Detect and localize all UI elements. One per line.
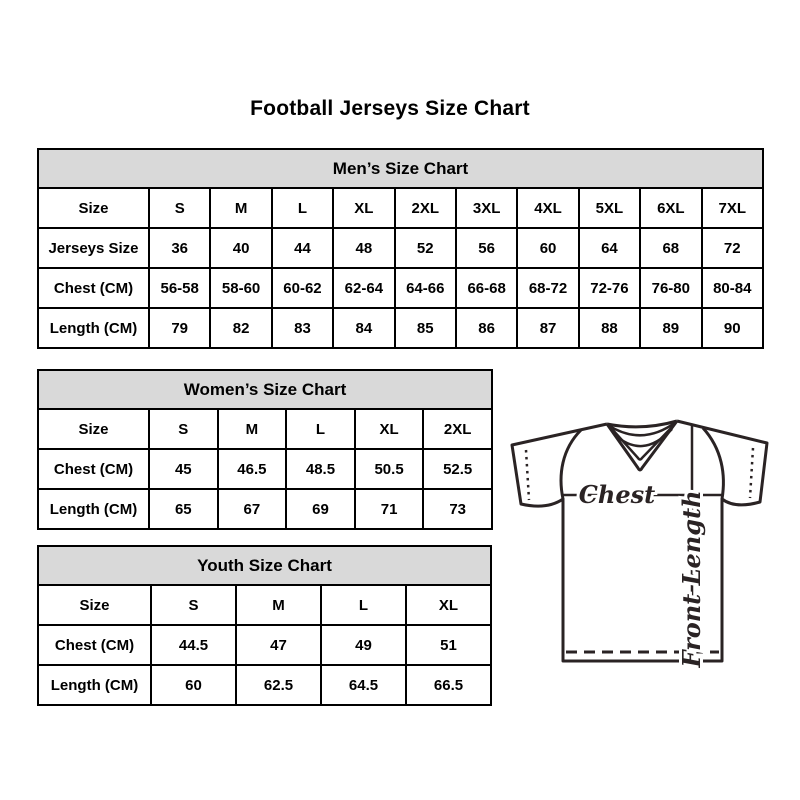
- column-header: 6XL: [640, 188, 701, 228]
- value-cell: 44: [272, 228, 333, 268]
- value-cell: 85: [395, 308, 456, 348]
- value-cell: 66-68: [456, 268, 517, 308]
- table-row: [38, 268, 763, 308]
- value-cell: 62.5: [236, 665, 321, 705]
- column-header: L: [286, 409, 355, 449]
- value-cell: 51: [406, 625, 491, 665]
- value-cell: 69: [286, 489, 355, 529]
- row-header: Chest (CM): [38, 449, 149, 489]
- value-cell: 48: [333, 228, 394, 268]
- value-cell: 73: [423, 489, 492, 529]
- value-cell: 68-72: [517, 268, 578, 308]
- value-cell: 36: [149, 228, 210, 268]
- value-cell: 52: [395, 228, 456, 268]
- row-header: Length (CM): [38, 665, 151, 705]
- youth-table: [37, 545, 492, 706]
- value-cell: 68: [640, 228, 701, 268]
- collar-top-edge: [607, 421, 677, 427]
- womens-table: [37, 369, 493, 530]
- column-header-row: [38, 188, 763, 228]
- column-header: XL: [406, 585, 491, 625]
- value-cell: 52.5: [423, 449, 492, 489]
- row-header: Chest (CM): [38, 268, 149, 308]
- column-header: 4XL: [517, 188, 578, 228]
- right-cuff-stitch-line: [750, 448, 753, 498]
- value-cell: 88: [579, 308, 640, 348]
- corner-header: Size: [38, 409, 149, 449]
- column-header: 3XL: [456, 188, 517, 228]
- front-length-label: Front Length: [677, 490, 706, 668]
- mens-size-table: [37, 148, 764, 349]
- column-header: L: [272, 188, 333, 228]
- value-cell: 60-62: [272, 268, 333, 308]
- row-header: Length (CM): [38, 308, 149, 348]
- column-header: M: [218, 409, 287, 449]
- row-header: Chest (CM): [38, 625, 151, 665]
- value-cell: 47: [236, 625, 321, 665]
- corner-header: Size: [38, 585, 151, 625]
- chest-label: Chest: [578, 480, 656, 509]
- youth-size-table: [37, 545, 492, 706]
- table-row: [38, 665, 491, 705]
- value-cell: 64.5: [321, 665, 406, 705]
- mens-table: [37, 148, 764, 349]
- column-header: L: [321, 585, 406, 625]
- value-cell: 90: [702, 308, 763, 348]
- table-row: [38, 489, 492, 529]
- womens-size-table: [37, 369, 493, 530]
- value-cell: 76-80: [640, 268, 701, 308]
- value-cell: 60: [517, 228, 578, 268]
- value-cell: 60: [151, 665, 236, 705]
- jersey-measurement-diagram: [495, 403, 785, 695]
- value-cell: 50.5: [355, 449, 424, 489]
- corner-header: Size: [38, 188, 149, 228]
- right-sleeve-seam: [703, 428, 723, 499]
- row-header: Jerseys Size: [38, 228, 149, 268]
- value-cell: 87: [517, 308, 578, 348]
- column-header: 5XL: [579, 188, 640, 228]
- value-cell: 65: [149, 489, 218, 529]
- value-cell: 56-58: [149, 268, 210, 308]
- value-cell: 45: [149, 449, 218, 489]
- value-cell: 83: [272, 308, 333, 348]
- value-cell: 49: [321, 625, 406, 665]
- column-header: S: [149, 188, 210, 228]
- column-header: 2XL: [395, 188, 456, 228]
- value-cell: 67: [218, 489, 287, 529]
- column-header: S: [151, 585, 236, 625]
- value-cell: 62-64: [333, 268, 394, 308]
- value-cell: 64: [579, 228, 640, 268]
- column-header: M: [236, 585, 321, 625]
- value-cell: 72: [702, 228, 763, 268]
- value-cell: 56: [456, 228, 517, 268]
- left-cuff-stitch-line: [526, 450, 529, 500]
- value-cell: 46.5: [218, 449, 287, 489]
- column-header: M: [210, 188, 271, 228]
- value-cell: 58-60: [210, 268, 271, 308]
- row-header: Length (CM): [38, 489, 149, 529]
- column-header: 2XL: [423, 409, 492, 449]
- value-cell: 84: [333, 308, 394, 348]
- value-cell: 80-84: [702, 268, 763, 308]
- column-header: XL: [333, 188, 394, 228]
- value-cell: 66.5: [406, 665, 491, 705]
- value-cell: 40: [210, 228, 271, 268]
- value-cell: 86: [456, 308, 517, 348]
- column-header-row: [38, 409, 492, 449]
- jersey-diagram-svg: [495, 403, 785, 695]
- value-cell: 71: [355, 489, 424, 529]
- youth-table-title: Youth Size Chart: [38, 546, 491, 585]
- value-cell: 89: [640, 308, 701, 348]
- mens-table-title: Men’s Size Chart: [38, 149, 763, 188]
- womens-table-title: Women’s Size Chart: [38, 370, 492, 409]
- value-cell: 79: [149, 308, 210, 348]
- value-cell: 48.5: [286, 449, 355, 489]
- table-row: [38, 625, 491, 665]
- column-header-row: [38, 585, 491, 625]
- value-cell: 82: [210, 308, 271, 348]
- page-title: Football Jerseys Size Chart: [250, 97, 530, 120]
- value-cell: 72-76: [579, 268, 640, 308]
- table-row: [38, 308, 763, 348]
- value-cell: 64-66: [395, 268, 456, 308]
- column-header: 7XL: [702, 188, 763, 228]
- value-cell: 44.5: [151, 625, 236, 665]
- column-header: S: [149, 409, 218, 449]
- jersey-outline: [512, 421, 767, 661]
- table-row: [38, 228, 763, 268]
- column-header: XL: [355, 409, 424, 449]
- table-row: [38, 449, 492, 489]
